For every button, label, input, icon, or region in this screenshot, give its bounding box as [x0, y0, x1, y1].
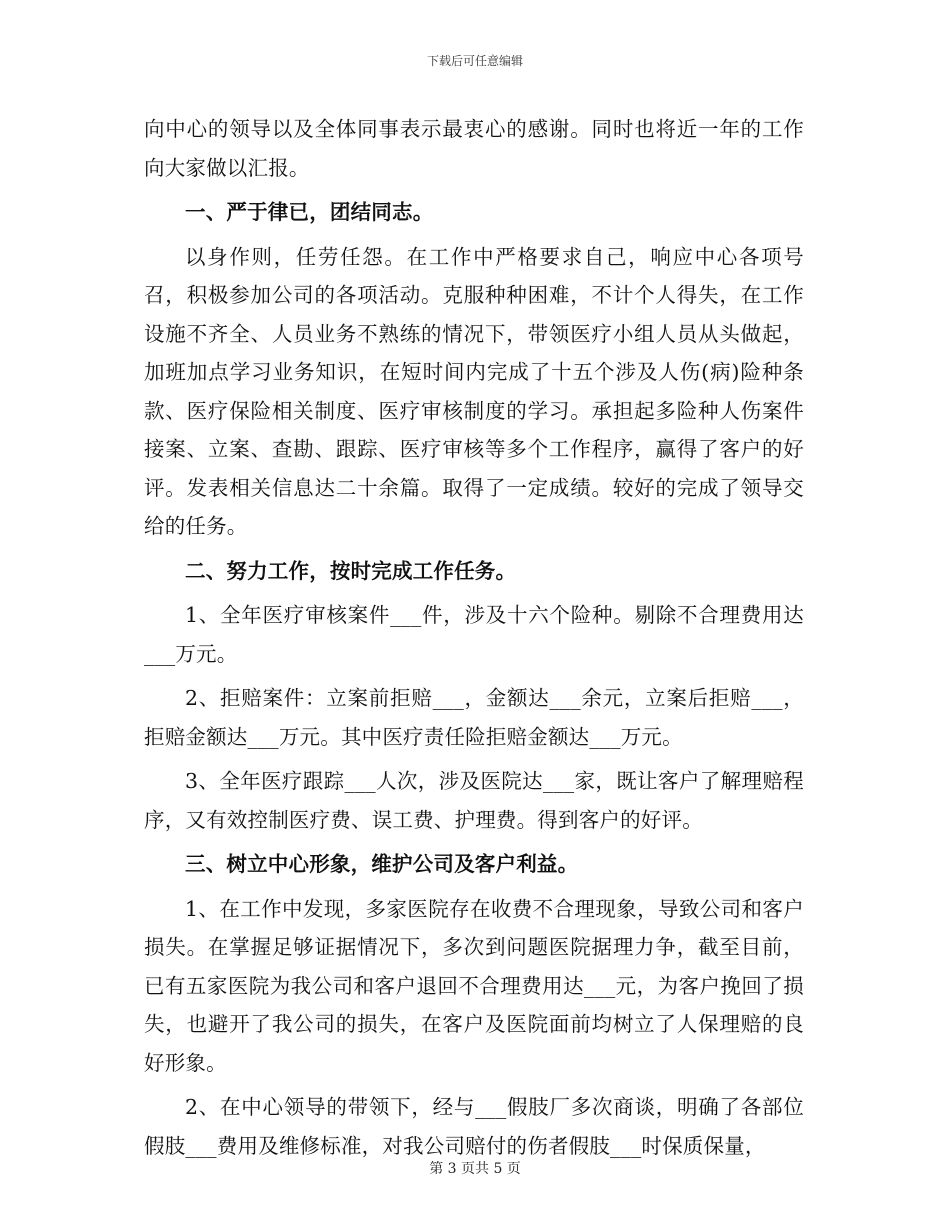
page-header: 下载后可任意编辑 — [426, 54, 523, 68]
paragraph: 以身作则，任劳任怨。在工作中严格要求自己，响应中心各项号召，积极参加公司的各项活动。克服种种困难，不计个人得失，在工作设施不齐全、人员业务不熟练的情况下，带领医疗小组人员从头做起，加班加点学习业务知识，在短时间内完成了十五个涉及人伤(病)险种条款、医疗保险相关制度、医疗审核制度的学习。承担起多险种人伤案件接案、立案、查勘、跟踪、医疗审核等多个工作程序，赢得了客户的好评。发表相关信息达二十余篇。取得了一定成绩。较好的完成了领导交给的任务。 — [144, 244, 804, 538]
list-item: 2、拒赔案件：立案前拒赔___，金额达___余元，立案后拒赔___，拒赔金额达___万元。其中医疗责任险拒赔金额达___万元。 — [144, 686, 804, 749]
list-item: 1、全年医疗审核案件___件，涉及十六个险种。剔除不合理费用达___万元。 — [144, 603, 804, 666]
section-heading-3: 三、树立中心形象，维护公司及客户利益。 — [185, 852, 579, 876]
document-body — [144, 110, 804, 1165]
section-heading-1: 一、严于律已，团结同志。 — [185, 200, 434, 224]
list-item: 2、在中心领导的带领下，经与___假肢厂多次商谈，明确了各部位假肢___费用及维修标准，对我公司赔付的伤者假肢___时保质保量， — [144, 1095, 804, 1158]
section-heading-2: 二、努力工作，按时完成工作任务。 — [185, 558, 517, 583]
paragraph-continued: 向中心的领导以及全体同事表示最衷心的感谢。同时也将近一年的工作向大家做以汇报。 — [144, 117, 804, 180]
list-item: 1、在工作中发现，多家医院存在收费不合理现象，导致公司和客户损失。在掌握足够证据情况下，多次到问题医院据理力争，截至目前，已有五家医院为我公司和客户退回不合理费用达___元，为客户挽回了损失，也避开了我公司的损失，在客户及医院面前均树立了人保理赔的良好形象。 — [144, 896, 804, 1075]
list-item: 3、全年医疗跟踪___人次，涉及医院达___家，既让客户了解理赔程序，又有效控制医疗费、误工费、护理费。得到客户的好评。 — [144, 769, 804, 832]
page-number: 第 3 页共 5 页 — [429, 1161, 521, 1177]
